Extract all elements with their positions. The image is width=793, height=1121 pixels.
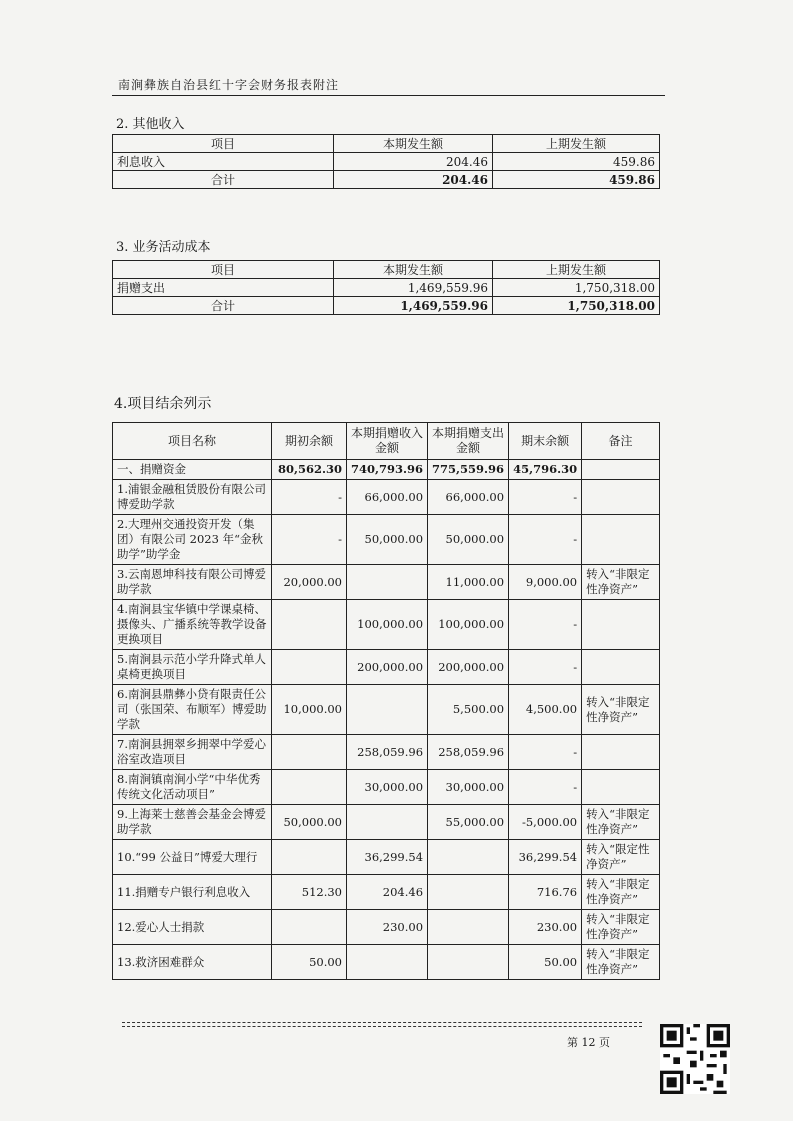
col-header-name: 项目名称 <box>113 423 272 460</box>
table-row <box>113 770 660 805</box>
row-opening: 512.30 <box>272 875 347 910</box>
row-opening: 10,000.00 <box>272 685 347 735</box>
table-total-row <box>113 171 660 189</box>
table-header-row <box>113 135 660 153</box>
col-header-received: 本期捐赠收入金额 <box>347 423 428 460</box>
col-header-previous: 上期发生额 <box>493 261 660 279</box>
col-header-note: 备注 <box>582 423 660 460</box>
table-total-row <box>113 460 660 480</box>
table-row <box>113 600 660 650</box>
row-closing: 4,500.00 <box>509 685 582 735</box>
row-note <box>582 735 660 770</box>
row-spent: 11,000.00 <box>428 565 509 600</box>
business-cost-table <box>112 260 660 315</box>
col-header-current: 本期发生额 <box>334 261 493 279</box>
row-closing: -5,000.00 <box>509 805 582 840</box>
row-received: 200,000.00 <box>347 650 428 685</box>
row-item: 合计 <box>113 171 334 189</box>
row-closing: 716.76 <box>509 875 582 910</box>
row-note: 转入“非限定性净资产” <box>582 805 660 840</box>
table-row <box>113 685 660 735</box>
projects-table <box>112 422 660 980</box>
row-previous: 1,750,318.00 <box>493 279 660 297</box>
row-note: 转入“非限定性净资产” <box>582 565 660 600</box>
row-spent: 775,559.96 <box>428 460 509 480</box>
row-item: 合计 <box>113 297 334 315</box>
row-closing: - <box>509 650 582 685</box>
row-spent: 30,000.00 <box>428 770 509 805</box>
table-row <box>113 515 660 565</box>
row-opening <box>272 840 347 875</box>
row-name: 6.南涧县鼎彝小贷有限责任公司（张国荣、布顺军）博爱助学款 <box>113 685 272 735</box>
row-closing: - <box>509 515 582 565</box>
row-note <box>582 515 660 565</box>
table-row <box>113 279 660 297</box>
section-title-business-cost: 3. 业务活动成本 <box>116 240 211 255</box>
row-spent: 258,059.96 <box>428 735 509 770</box>
row-current: 204.46 <box>334 171 493 189</box>
col-header-opening: 期初余额 <box>272 423 347 460</box>
row-previous: 459.86 <box>493 171 660 189</box>
row-spent: 100,000.00 <box>428 600 509 650</box>
row-note: 转入“非限定性净资产” <box>582 875 660 910</box>
row-spent: 200,000.00 <box>428 650 509 685</box>
table-total-row <box>113 297 660 315</box>
col-header-previous: 上期发生额 <box>493 135 660 153</box>
row-closing: - <box>509 480 582 515</box>
row-spent <box>428 840 509 875</box>
table-row <box>113 805 660 840</box>
row-name: 7.南涧县拥翠乡拥翠中学爱心浴室改造项目 <box>113 735 272 770</box>
row-closing: - <box>509 770 582 805</box>
row-received: 258,059.96 <box>347 735 428 770</box>
footer-divider <box>122 1026 642 1027</box>
row-opening: - <box>272 480 347 515</box>
page-number: 第 12 页 <box>567 1036 610 1049</box>
row-current: 204.46 <box>334 153 493 171</box>
table-row <box>113 565 660 600</box>
row-opening: 50.00 <box>272 945 347 980</box>
row-closing: 36,299.54 <box>509 840 582 875</box>
row-note <box>582 770 660 805</box>
row-name: 一、捐赠资金 <box>113 460 272 480</box>
row-closing: 9,000.00 <box>509 565 582 600</box>
row-spent: 66,000.00 <box>428 480 509 515</box>
row-received <box>347 685 428 735</box>
row-opening <box>272 770 347 805</box>
row-note: 转入“非限定性净资产” <box>582 685 660 735</box>
report-header: 南涧彝族自治县红十字会财务报表附注 <box>118 78 340 92</box>
table-row <box>113 735 660 770</box>
row-received: 30,000.00 <box>347 770 428 805</box>
section-title-projects: 4.项目结余列示 <box>114 396 212 412</box>
row-name: 11.捐赠专户银行利息收入 <box>113 875 272 910</box>
row-spent: 55,000.00 <box>428 805 509 840</box>
row-spent <box>428 910 509 945</box>
row-name: 2.大理州交通投资开发（集团）有限公司 2023 年“金秋助学”助学金 <box>113 515 272 565</box>
table-row <box>113 910 660 945</box>
table-header-row <box>113 423 660 460</box>
col-header-closing: 期末余额 <box>509 423 582 460</box>
row-name: 12.爱心人士捐款 <box>113 910 272 945</box>
col-header-spent: 本期捐赠支出金额 <box>428 423 509 460</box>
row-note <box>582 650 660 685</box>
row-opening <box>272 910 347 945</box>
row-name: 5.南涧县示范小学升降式单人桌椅更换项目 <box>113 650 272 685</box>
row-item: 利息收入 <box>113 153 334 171</box>
row-closing: - <box>509 600 582 650</box>
row-note <box>582 480 660 515</box>
row-note: 转入“非限定性净资产” <box>582 910 660 945</box>
row-closing: - <box>509 735 582 770</box>
table-header-row <box>113 261 660 279</box>
row-received <box>347 945 428 980</box>
row-received: 36,299.54 <box>347 840 428 875</box>
row-note: 转入“限定性净资产” <box>582 840 660 875</box>
row-opening <box>272 600 347 650</box>
col-header-item: 项目 <box>113 135 334 153</box>
row-received: 100,000.00 <box>347 600 428 650</box>
row-name: 10.“99 公益日”博爱大理行 <box>113 840 272 875</box>
row-closing: 45,796.30 <box>509 460 582 480</box>
row-received <box>347 805 428 840</box>
row-previous: 1,750,318.00 <box>493 297 660 315</box>
row-received: 230.00 <box>347 910 428 945</box>
row-name: 9.上海莱士慈善会基金会博爱助学款 <box>113 805 272 840</box>
other-income-table <box>112 134 660 189</box>
row-received <box>347 565 428 600</box>
row-closing: 230.00 <box>509 910 582 945</box>
row-name: 4.南涧县宝华镇中学课桌椅、摄像头、广播系统等教学设备更换项目 <box>113 600 272 650</box>
row-opening: 80,562.30 <box>272 460 347 480</box>
row-note: 转入“非限定性净资产” <box>582 945 660 980</box>
row-name: 13.救济困难群众 <box>113 945 272 980</box>
qr-code-icon <box>660 1022 730 1096</box>
row-spent <box>428 875 509 910</box>
row-spent <box>428 945 509 980</box>
row-name: 1.浦银金融租赁股份有限公司博爱助学款 <box>113 480 272 515</box>
row-received: 50,000.00 <box>347 515 428 565</box>
section-title-other-income: 2. 其他收入 <box>116 117 185 132</box>
row-name: 3.云南恩坤科技有限公司博爱助学款 <box>113 565 272 600</box>
table-row <box>113 945 660 980</box>
row-previous: 459.86 <box>493 153 660 171</box>
table-row <box>113 840 660 875</box>
row-spent: 50,000.00 <box>428 515 509 565</box>
row-opening: 20,000.00 <box>272 565 347 600</box>
table-row <box>113 875 660 910</box>
header-divider <box>112 95 665 96</box>
row-spent: 5,500.00 <box>428 685 509 735</box>
row-current: 1,469,559.96 <box>334 279 493 297</box>
row-opening: - <box>272 515 347 565</box>
row-received: 66,000.00 <box>347 480 428 515</box>
col-header-item: 项目 <box>113 261 334 279</box>
table-row <box>113 650 660 685</box>
row-closing: 50.00 <box>509 945 582 980</box>
row-opening <box>272 650 347 685</box>
row-opening <box>272 735 347 770</box>
row-opening: 50,000.00 <box>272 805 347 840</box>
table-row <box>113 480 660 515</box>
row-note <box>582 460 660 480</box>
row-current: 1,469,559.96 <box>334 297 493 315</box>
row-received: 204.46 <box>347 875 428 910</box>
table-row <box>113 153 660 171</box>
row-received: 740,793.96 <box>347 460 428 480</box>
footer-divider <box>122 1022 642 1023</box>
col-header-current: 本期发生额 <box>334 135 493 153</box>
row-item: 捐赠支出 <box>113 279 334 297</box>
row-name: 8.南涧镇南涧小学“中华优秀传统文化活动项目” <box>113 770 272 805</box>
row-note <box>582 600 660 650</box>
